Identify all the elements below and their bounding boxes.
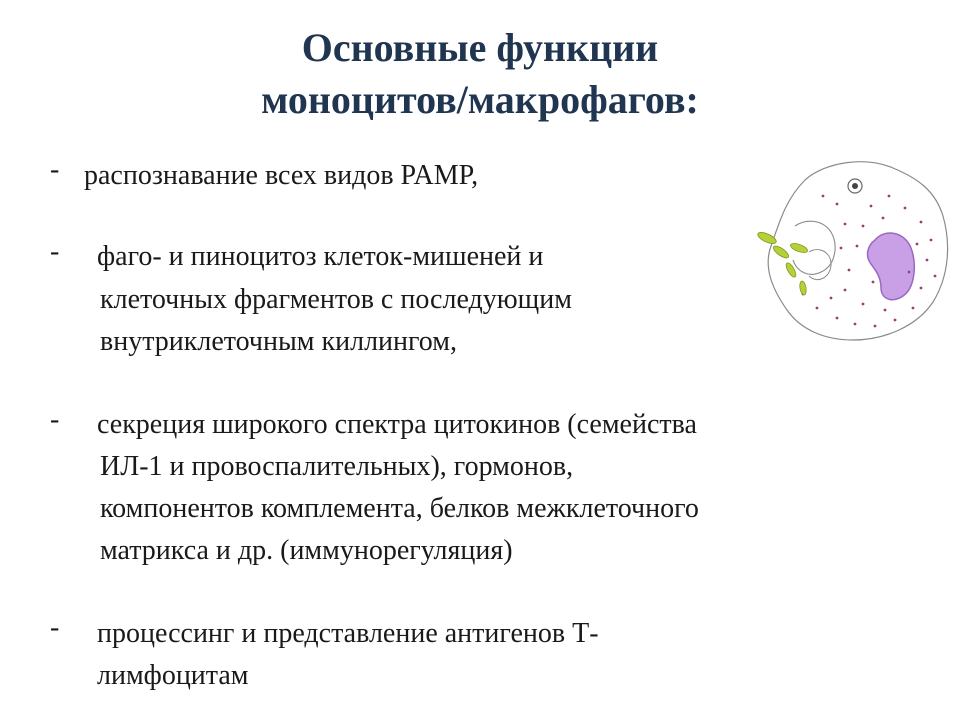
item-4-line-2: лимфоцитам [97, 660, 249, 691]
item-3-line-1: секреция широкого спектра цитокинов (семейства [97, 409, 697, 440]
item-2-line-1: фаго- и пиноцитоз клеток-мишеней и [97, 241, 544, 272]
bullet-dash-3: - [50, 404, 60, 435]
item-3-line-3: компонентов комплемента, белков межклеточного [100, 493, 699, 524]
macrophage-cell-icon [745, 148, 957, 348]
bullet-dash-2: - [50, 236, 60, 267]
item-2-line-2: клеточных фрагментов с последующим [100, 284, 572, 315]
item-4-line-1: процессинг и представление антигенов Т- [97, 618, 599, 649]
bullet-dash-4: - [50, 612, 60, 643]
page-title [0, 22, 960, 126]
item-3-line-2: ИЛ-1 и провоспалительных), гормонов, [100, 451, 574, 482]
title-line-2: моноцитов/макрофагов: [261, 77, 699, 122]
bullet-dash-1: - [50, 154, 60, 185]
item-3-line-4: матрикса и др. (иммунорегуляция) [100, 535, 513, 566]
item-2-line-3: внутриклеточным киллингом, [100, 326, 457, 357]
item-1-line-1: распознавание всех видов PAMP, [84, 160, 479, 191]
title-line-1: Основные функции [301, 25, 659, 70]
macrophage-illustration [745, 148, 957, 348]
